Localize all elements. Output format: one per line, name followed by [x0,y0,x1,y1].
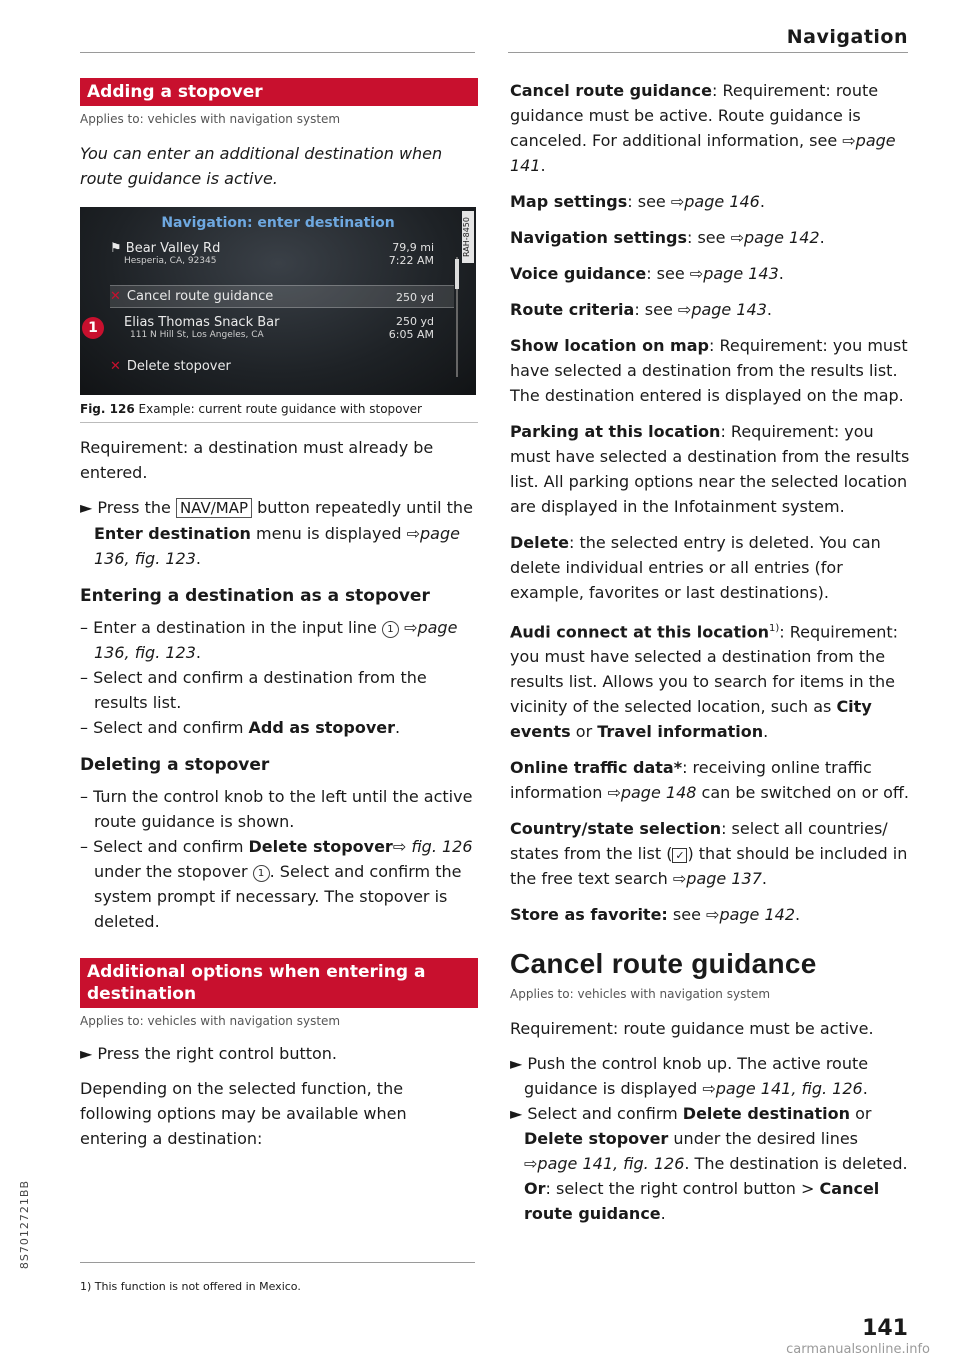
figure-navigation-screen [80,207,476,395]
option-entry: Cancel route guidance: Requirement: route guidance must be active. Route guidance is canceled. For additional information, see ⇨page 141. [510,81,896,175]
options-list [510,78,910,605]
flag-icon: ⚑ [110,241,126,256]
route-row-stopover: Elias Thomas Snack Bar 111 N Hill St, Los Angeles, CA 250 yd 6:05 AM [124,315,434,341]
option-entry: Navigation settings: see ⇨page 142. [510,228,825,247]
figure-code: RAH-8450 [462,211,474,263]
nav-map-key: NAV/MAP [176,498,252,518]
requirement: Requirement: a destination must already be entered. [80,438,434,482]
option-entry: Map settings: see ⇨page 146. [510,192,765,211]
scrollbar-thumb [455,259,459,289]
subheading-deleting: Deleting a stopover [80,755,270,775]
close-icon: ✕ [110,359,121,374]
heading-cancel-route-guidance: Cancel route guidance [510,948,817,980]
destination-name: Bear Valley Rd [125,241,221,256]
options-intro: Depending on the selected function, the following options may be available when entering a destination: [80,1079,407,1148]
intro-text: You can enter an additional destination when route guidance is active. [80,144,443,188]
option-entry: Voice guidance: see ⇨page 143. [510,264,784,283]
option-entry: Parking at this location: Requirement: you must have selected a destination from the results list. All parking options near the selected location are displayed in the Infotainment system. [510,422,910,516]
destination-address: Hesperia, CA, 92345 [124,256,217,266]
footnote: 1) This function is not offered in Mexico. [80,1280,301,1293]
option-entry: Show location on map: Requirement: you must have selected a destination from the results list. The destination entered is displayed on the map. [510,336,908,405]
checkbox-icon: ✓ [672,848,687,863]
option-entry: Route criteria: see ⇨page 143. [510,300,772,319]
subheading-entering: Entering a destination as a stopover [80,586,430,606]
step-press-nav: ► Press the NAV/MAP button repeatedly until the Enter destination menu is displayed ⇨page 136, fig. 123. [80,498,473,568]
document-code: 8S7012721BB [18,1180,31,1270]
header-rule-right [508,52,908,53]
running-header: Navigation [786,26,908,48]
watermark: carmanualsonline.info [786,1342,930,1357]
list-item: – Select and confirm Add as stopover. [80,718,401,737]
route-row-destination [110,241,454,266]
page-number: 141 [862,1316,908,1341]
cancel-step-2: ► Select and confirm Delete destination or Delete stopover under the desired lines ⇨page 141, fig. 126. The destination is deleted. Or: select the right control button > Cancel route guidance. [510,1104,908,1224]
route-row-delete: ✕ Delete stopover [110,359,231,374]
list-item: – Turn the control knob to the left until the active route guidance is shown. [80,787,473,831]
list-item: – Select and confirm a destination from the results list. [80,668,427,712]
figure-caption: Fig. 126 Example: current route guidance with stopover [80,402,478,423]
list-item: – Enter a destination in the input line 1 ⇨page 136, fig. 123. [80,618,458,662]
list-item: – Select and confirm Delete stopover⇨ fig. 126 under the stopover 1 . Select and confirm the system prompt if necessary. The stopover is deleted. [80,837,473,931]
option-audi-connect: Audi connect at this location$^{1)}$: Requirement: you must have selected a destination from the results list. Allows you to search for items in the vicinity of the selected location, such as City events or Travel information. [510,622,899,742]
step-press-right: ► Press the right control button. [80,1044,338,1063]
section-title-additional-options: Additional options when entering a destination [80,958,478,1008]
option-online-traffic: Online traffic data*: receiving online traffic information ⇨page 148 can be switched on or off. [510,758,909,803]
option-country-selection: Country/state selection: select all countries/ states from the list ( ✓ ) that should be included in the free text search ⇨page 137. [510,819,908,889]
route-row-cancel: ✕ Cancel route guidance 250 yd [110,285,454,308]
callout-1: 1 [82,317,104,339]
option-entry: Delete: the selected entry is deleted. You can delete individual entries or all entries (for example, favorites or last destinations). [510,533,881,602]
screen-title: Navigation: enter destination [161,215,395,231]
cancel-step-1: ► Push the control knob up. The active route guidance is displayed ⇨page 141, fig. 126. [510,1054,869,1099]
header-rule-left [80,52,475,53]
left-column [80,78,478,1151]
applies-to: Applies to: vehicles with navigation system [510,987,771,1002]
section-title-adding-stopover: Adding a stopover [80,78,478,106]
close-icon: ✕ [110,289,121,304]
right-column [510,78,910,1226]
footnote-rule [80,1262,475,1263]
destination-meta: 79,9 mi 7:22 AM [388,241,434,267]
option-store-favorite: Store as favorite: see ⇨page 142. [510,905,801,925]
applies-to: Applies to: vehicles with navigation system [80,112,341,126]
cancel-requirement: Requirement: route guidance must be active. [510,1019,874,1039]
applies-to: Applies to: vehicles with navigation system [80,1014,341,1028]
